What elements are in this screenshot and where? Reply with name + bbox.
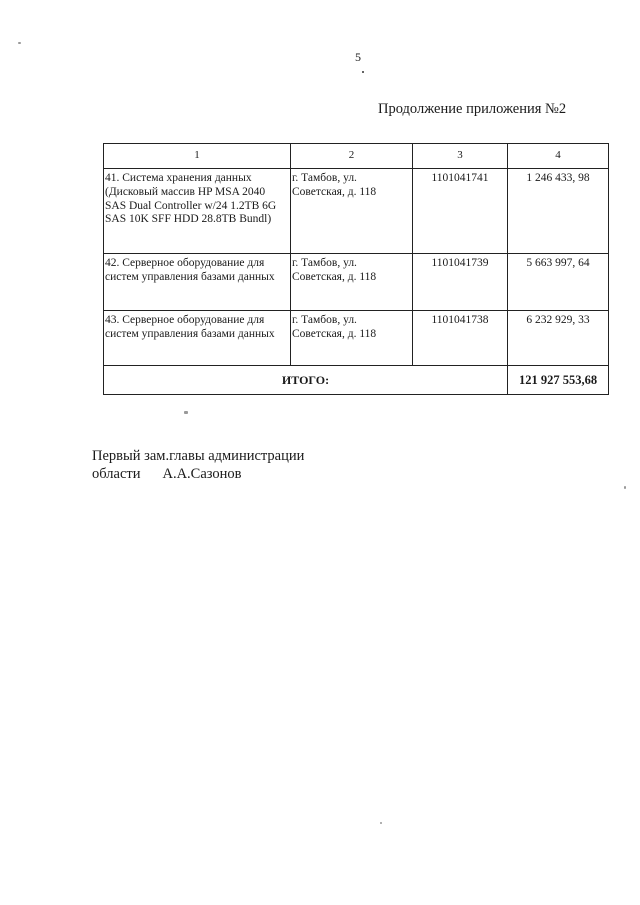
signatory-name: А.А.Сазонов: [162, 466, 242, 483]
item-cell: [104, 254, 291, 311]
code-text: 1101041739: [431, 257, 489, 269]
scan-speck: [380, 822, 382, 824]
page-number: 5: [355, 50, 361, 64]
address-text: г. Тамбов, ул. Советская, д. 118: [292, 314, 377, 340]
item-text: 42. Серверное оборудование для систем управления базами данных: [105, 257, 275, 283]
code-cell: [413, 169, 508, 254]
scan-speck: [184, 411, 188, 414]
amount-cell: [508, 311, 609, 366]
code-text: 1101041741: [431, 172, 489, 184]
header-cell-3: 3: [413, 144, 508, 169]
table-row: [104, 311, 609, 366]
amount-text: 6 232 929, 33: [526, 314, 590, 326]
signature-block: [92, 447, 304, 483]
signatory-position-region: области: [92, 466, 141, 483]
signature-line: [92, 465, 304, 483]
signatory-position: Первый зам.главы администрации: [92, 448, 305, 464]
amount-cell: [508, 169, 609, 254]
header-cell-1: 1: [104, 144, 291, 169]
address-cell: [291, 254, 413, 311]
code-cell: [413, 254, 508, 311]
total-label: ИТОГО:: [104, 366, 508, 395]
address-text: г. Тамбов, ул. Советская, д. 118: [292, 257, 377, 283]
address-cell: [291, 169, 413, 254]
scan-speck: [18, 42, 21, 44]
appendix-title: Продолжение приложения №2: [378, 101, 567, 117]
amount-text: 5 663 997, 64: [526, 257, 590, 269]
scan-speck: [624, 486, 626, 489]
code-cell: [413, 311, 508, 366]
address-cell: [291, 311, 413, 366]
address-text: г. Тамбов, ул. Советская, д. 118: [292, 172, 377, 198]
table-row: [104, 169, 609, 254]
total-value: 121 927 553,68: [508, 366, 609, 395]
appendix-table: [103, 143, 609, 395]
item-text: 43. Серверное оборудование для систем управления базами данных: [105, 314, 275, 340]
table-header-row: [104, 144, 609, 169]
total-row: [104, 366, 609, 395]
amount-text: 1 246 433, 98: [526, 172, 590, 184]
code-text: 1101041738: [431, 314, 489, 326]
scan-dot: [362, 71, 364, 73]
header-cell-4: 4: [508, 144, 609, 169]
header-cell-2: 2: [291, 144, 413, 169]
amount-cell: [508, 254, 609, 311]
table-row: [104, 254, 609, 311]
item-cell: [104, 169, 291, 254]
item-text: 41. Система хранения данных (Дисковый массив HP MSA 2040 SAS Dual Controller w/24 1.2TB 6G SAS 10K SFF HDD 28.8TB Bundl): [105, 172, 277, 226]
item-cell: [104, 311, 291, 366]
